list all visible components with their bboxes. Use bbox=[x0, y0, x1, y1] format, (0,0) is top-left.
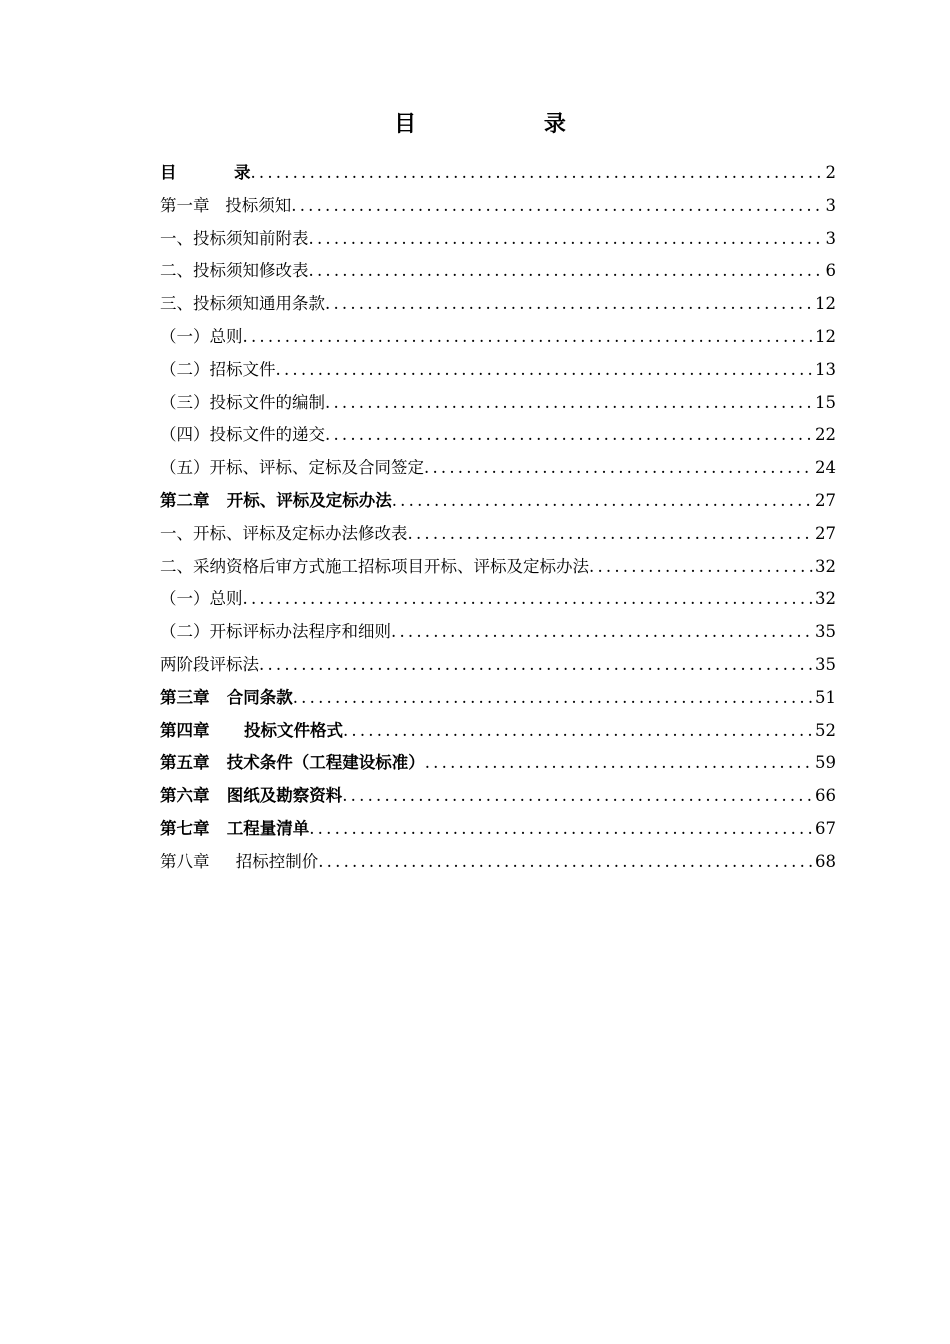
toc-entry bbox=[160, 452, 836, 485]
toc-entry-label: 一、开标、评标及定标办法修改表 bbox=[160, 523, 408, 543]
toc-leader-dots bbox=[408, 518, 814, 551]
toc-leader-dots bbox=[291, 190, 823, 223]
toc-entry bbox=[160, 190, 836, 223]
toc-entry bbox=[160, 387, 836, 420]
toc-entry-page: 66 bbox=[815, 786, 836, 806]
toc-entry-label: （四）投标文件的递交 bbox=[160, 425, 325, 445]
toc-entry-label: 二、采纳资格后审方式施工招标项目开标、评标及定标办法 bbox=[160, 556, 589, 576]
toc-leader-dots bbox=[425, 747, 813, 780]
toc-leader-dots bbox=[342, 780, 813, 813]
toc-entry-page: 35 bbox=[815, 654, 836, 674]
toc-list bbox=[160, 157, 836, 879]
toc-entry-page: 15 bbox=[815, 392, 836, 412]
toc-entry bbox=[160, 682, 836, 715]
toc-leader-dots bbox=[309, 255, 824, 288]
toc-leader-dots bbox=[318, 846, 813, 879]
toc-leader-dots bbox=[325, 419, 813, 452]
toc-entry bbox=[160, 354, 836, 387]
toc-entry bbox=[160, 485, 836, 518]
toc-entry bbox=[160, 518, 836, 551]
toc-leader-dots bbox=[325, 387, 813, 420]
toc-entry-label: 第五章 技术条件（工程建设标准） bbox=[160, 753, 425, 773]
toc-leader-dots bbox=[250, 157, 823, 190]
toc-entry-label: 第七章 工程量清单 bbox=[160, 818, 310, 838]
toc-entry bbox=[160, 255, 836, 288]
toc-entry bbox=[160, 419, 836, 452]
toc-entry-page: 12 bbox=[815, 326, 836, 346]
toc-leader-dots bbox=[293, 682, 813, 715]
toc-entry bbox=[160, 846, 836, 879]
toc-entry-label: 第八章 招标控制价 bbox=[160, 851, 319, 871]
toc-entry-label: （一）总则 bbox=[160, 326, 243, 346]
toc-leader-dots bbox=[392, 485, 813, 518]
toc-entry-page: 35 bbox=[815, 622, 836, 642]
toc-entry bbox=[160, 157, 836, 190]
toc-leader-dots bbox=[243, 583, 814, 616]
toc-entry-page: 24 bbox=[815, 458, 836, 478]
toc-entry-page: 52 bbox=[815, 720, 836, 740]
toc-entry-page: 32 bbox=[815, 589, 836, 609]
toc-entry bbox=[160, 616, 836, 649]
toc-entry-page: 59 bbox=[815, 753, 836, 773]
toc-entry-label: 三、投标须知通用条款 bbox=[160, 294, 325, 314]
toc-entry-label: 第三章 合同条款 bbox=[160, 687, 293, 707]
toc-entry-page: 12 bbox=[815, 294, 836, 314]
toc-entry-page: 2 bbox=[825, 163, 836, 182]
toc-entry bbox=[160, 223, 836, 256]
toc-entry bbox=[160, 288, 836, 321]
toc-entry-page: 27 bbox=[815, 490, 836, 510]
toc-entry-page: 3 bbox=[825, 228, 836, 248]
toc-entry bbox=[160, 747, 836, 780]
toc-leader-dots bbox=[309, 223, 824, 256]
toc-entry-label: （三）投标文件的编制 bbox=[160, 392, 325, 412]
toc-entry-label: （二）招标文件 bbox=[160, 359, 276, 379]
toc-entry-label: 第一章 投标须知 bbox=[160, 195, 292, 215]
toc-leader-dots bbox=[589, 551, 813, 584]
toc-entry bbox=[160, 715, 836, 748]
toc-entry-page: 68 bbox=[815, 851, 836, 871]
toc-leader-dots bbox=[325, 288, 813, 321]
toc-entry-page: 51 bbox=[815, 687, 836, 707]
toc-entry-page: 67 bbox=[815, 818, 836, 838]
toc-entry bbox=[160, 813, 836, 846]
toc-entry-label: 第六章 图纸及勘察资料 bbox=[160, 786, 343, 806]
toc-entry-label: 两阶段评标法 bbox=[160, 654, 259, 674]
toc-entry-page: 27 bbox=[815, 523, 836, 543]
toc-entry-page: 13 bbox=[815, 359, 836, 379]
toc-entry bbox=[160, 551, 836, 584]
toc-entry-label: （一）总则 bbox=[160, 589, 243, 609]
toc-entry-page: 3 bbox=[825, 195, 836, 215]
toc-leader-dots bbox=[424, 452, 813, 485]
toc-title: 目 录 bbox=[394, 111, 626, 137]
toc-entry-page: 6 bbox=[825, 261, 836, 281]
toc-entry bbox=[160, 780, 836, 813]
toc-leader-dots bbox=[309, 813, 813, 846]
toc-leader-dots bbox=[243, 321, 814, 354]
toc-entry-label: 第二章 开标、评标及定标办法 bbox=[160, 490, 392, 510]
toc-entry bbox=[160, 649, 836, 682]
toc-leader-dots bbox=[276, 354, 814, 387]
toc-entry-label: （二）开标评标办法程序和细则 bbox=[160, 622, 391, 642]
toc-entry-label: 二、投标须知修改表 bbox=[160, 261, 309, 281]
toc-entry bbox=[160, 321, 836, 354]
toc-entry-label: （五）开标、评标、定标及合同签定 bbox=[160, 458, 424, 478]
toc-leader-dots bbox=[343, 715, 813, 748]
toc-entry-label: 第四章 投标文件格式 bbox=[160, 720, 343, 740]
toc-leader-dots bbox=[259, 649, 813, 682]
toc-entry-label: 目 录 bbox=[160, 163, 251, 182]
toc-entry-page: 22 bbox=[815, 425, 836, 445]
toc-leader-dots bbox=[391, 616, 813, 649]
toc-entry bbox=[160, 583, 836, 616]
toc-entry-page: 32 bbox=[815, 556, 836, 576]
toc-entry-label: 一、投标须知前附表 bbox=[160, 228, 309, 248]
